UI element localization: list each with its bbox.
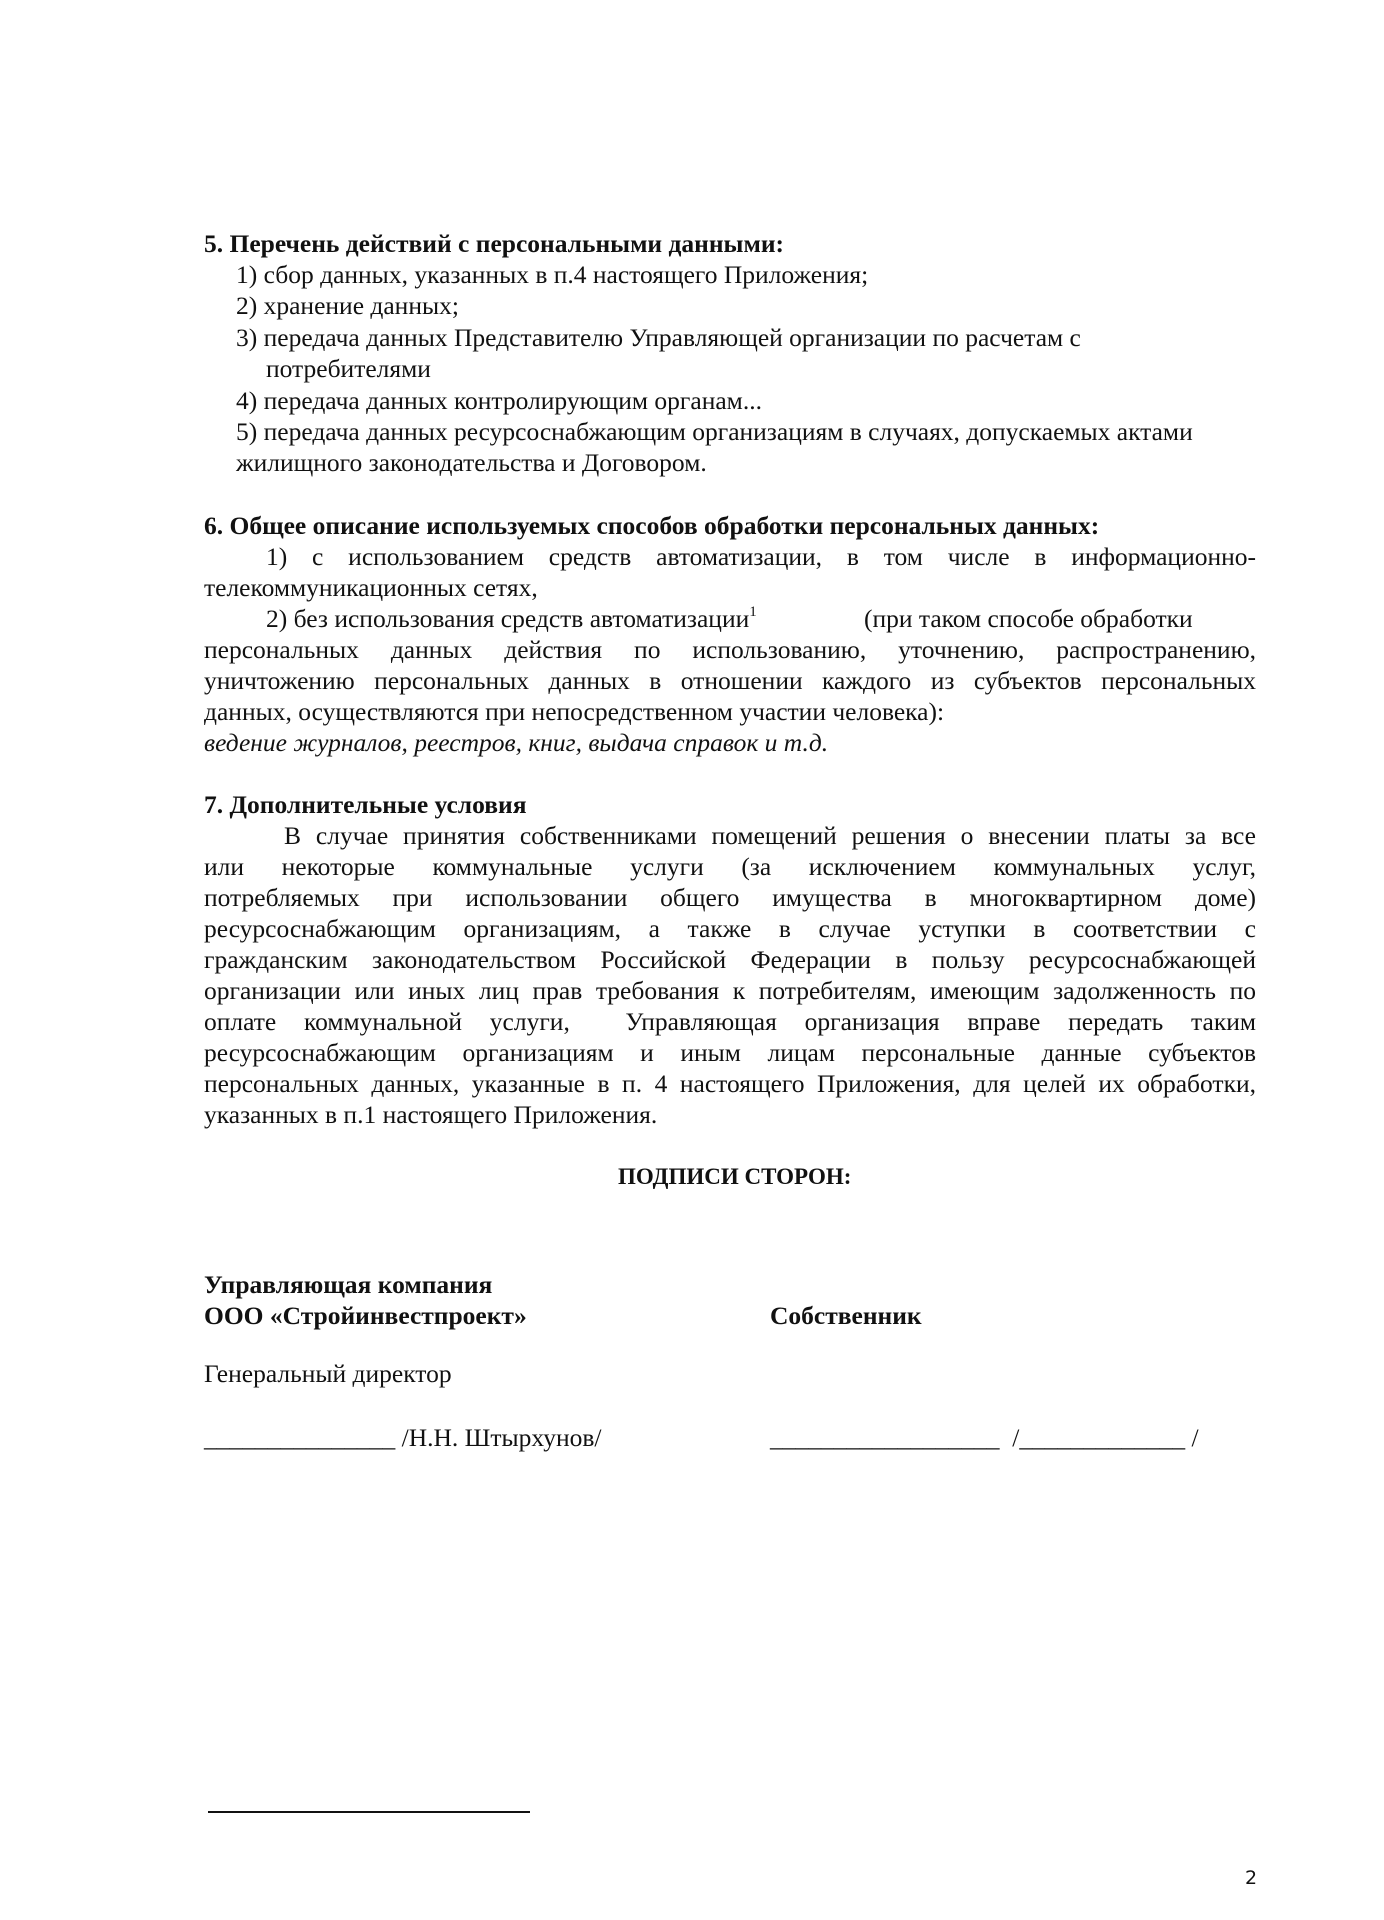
section-5-item: 1) сбор данных, указанных в п.4 настоящего Приложения;	[236, 260, 869, 289]
section-6-line-end: (при таком способе обработки	[864, 604, 1193, 633]
company-name-line2: ООО «Стройинвестпроект»	[204, 1301, 527, 1330]
section-7-title: 7. Дополнительные условия	[204, 790, 527, 819]
section-6-line: персональных данных действия по использованию, уточнению, распространению,	[204, 635, 1256, 664]
section-7-line: ресурсоснабжающим организациям и иным лицам персональные данные субъектов	[204, 1038, 1256, 1067]
section-6-line-start: 2) без использования средств автоматизации	[266, 604, 750, 633]
section-5-item: 2) хранение данных;	[236, 291, 459, 320]
section-6-line: телекоммуникационных сетях,	[204, 573, 538, 602]
section-6-line	[266, 603, 757, 634]
section-7-line: оплате коммунальной услуги, Управляющая организация вправе передать таким	[204, 1007, 1256, 1036]
section-6-line: 1) с использованием средств автоматизации, в том числе в информационно-	[266, 542, 1256, 571]
footnote-separator	[208, 1811, 530, 1813]
company-name-line1: Управляющая компания	[204, 1270, 493, 1299]
section-6-italic-example: ведение журналов, реестров, книг, выдача справок и т.д.	[204, 728, 829, 757]
section-7-line: В случае принятия собственниками помещений решения о внесении платы за все	[284, 821, 1256, 850]
owner-label: Собственник	[770, 1301, 922, 1330]
section-5-item: 3) передача данных Представителю Управляющей организации по расчетам с	[236, 323, 1081, 352]
section-7-line: ресурсоснабжающим организациям, а также в случае уступки в соответствии с	[204, 914, 1256, 943]
section-7-line: потребляемых при использовании общего имущества в многоквартирном доме)	[204, 883, 1256, 912]
section-7-line: гражданским законодательством Российской Федерации в пользу ресурсоснабжающей	[204, 945, 1256, 974]
section-7-line: указанных в п.1 настоящего Приложения.	[204, 1100, 658, 1129]
company-signature-line[interactable]: _______________ /Н.Н. Штырхунов/	[204, 1423, 602, 1452]
director-title: Генеральный директор	[204, 1359, 452, 1388]
section-5-item: 5) передача данных ресурсоснабжающим организациям в случаях, допускаемых актами	[236, 417, 1193, 446]
section-5-item-continuation: потребителями	[266, 354, 431, 383]
section-5-item-continuation: жилищного законодательства и Договором.	[236, 448, 707, 477]
section-7-line: персональных данных, указанные в п. 4 настоящего Приложения, для целей их обработки,	[204, 1069, 1256, 1098]
page-number: 2	[1245, 1867, 1258, 1889]
section-7-line: или некоторые коммунальные услуги (за исключением коммунальных услуг,	[204, 852, 1256, 881]
footnote-marker[interactable]: 1	[749, 603, 757, 620]
section-5-title: 5. Перечень действий с персональными данными:	[204, 229, 785, 258]
signatures-heading: ПОДПИСИ СТОРОН:	[618, 1164, 852, 1189]
section-6-line: данных, осуществляются при непосредственном участии человека):	[204, 697, 945, 726]
section-6-title: 6. Общее описание используемых способов обработки персональных данных:	[204, 511, 1100, 540]
section-7-line: организации или иных лиц прав требования к потребителям, имеющим задолженность по	[204, 976, 1256, 1005]
section-5-item: 4) передача данных контролирующим органам...	[236, 386, 762, 415]
owner-signature-line[interactable]: __________________ /_____________ /	[770, 1423, 1199, 1452]
section-6-line: уничтожению персональных данных в отношении каждого из субъектов персональных	[204, 666, 1256, 695]
